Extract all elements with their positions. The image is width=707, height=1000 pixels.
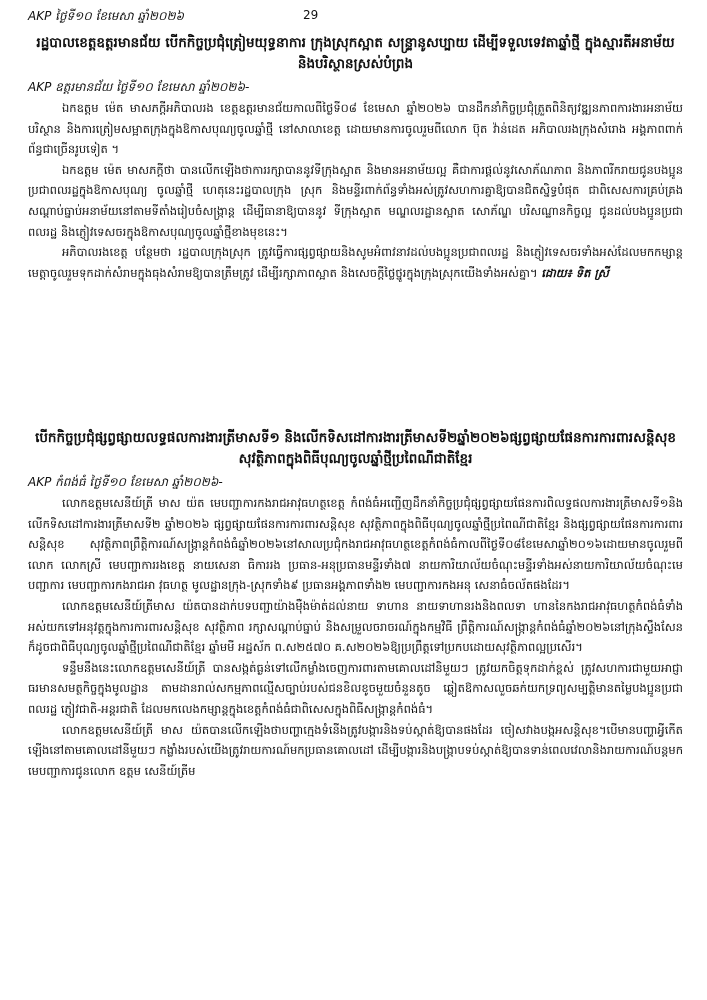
article-1-paragraph-3 bbox=[28, 242, 683, 283]
page-number: 29 bbox=[303, 8, 319, 22]
article-1-paragraph-3-text: អភិបាលរងខេត្ត បន្ថែមថា រដ្ឋបាលក្រុងស្រុក ត្រូវធ្វើការផ្សព្វផ្សាយនិងសូមអំពាវនាវដល់បងប្អូនប្រជាពលរដ្ឋ និងភ្ញៀវទេសចរទាំងអស់ដែលមកកម្សាន្ត មេត្តាចូលរួមទុកដាក់សំរាមក្នុងធុងសំរាមឱ្យបានត្រឹមត្រូវ ដើម្បីរក្សាភាពស្អាត និងសេចក្តីថ្លៃថ្នូរក្នុងក្រុងស្រុកយើងទាំងអស់គ្នា។ bbox=[28, 245, 683, 280]
article-2-paragraph-4: លោកឧត្តមសេនីយ៍ត្រី មាស យ៉តបានលើកឡើងថាបញ្ហាក្មេងទំនើងត្រូវបង្ការនិងទប់ស្កាត់ឱ្យបានផងដែរ ចៀសវាងបង្កអសន្តិសុខ។បើមានបញ្ហាអ្វីកើត ឡើងនៅតាមគោលដៅនីមួយៗ កង្លាំងរបស់យើងត្រូវរាយការណ៍មកប្រធានគោលដៅ ដើម្បីបង្ការនិងបង្ក្រាបទប់ស្កាត់ឱ្យបានទាន់ពេលវេលានិងរាយការណ៍បន្តមកមេបញ្ជាការជូនលោក ឧត្តម សេនីយ៍ត្រីម bbox=[28, 722, 683, 778]
article-1-headline: រដ្ឋបាលខេត្តឧត្តរមានជ័យ បើកកិច្ចប្រជុំត្រៀមយុទ្ធនាការ ក្រុងស្រុកស្អាត សន្ទ្រានូសប្បាយ ដើម្បីទទួលទេវតាឆ្នាំថ្មី ក្នុងស្មារតីអនាម័យ និងបរិស្ថានស្រស់បំព្រង bbox=[36, 35, 675, 72]
article-2-headline: បើកកិច្ចប្រជុំផ្សព្វផ្សាយលទ្ធផលការងារត្រីមាសទី១ និងលើកទិសដៅការងារត្រីមាសទី២ឆ្នាំ២០២៦ផ្សព្វផ្សាយផែនការការពារសន្តិសុខសុវត្ថិភាពក្នុងពិធីបុណ្យចូលឆ្នាំថ្មីប្រពៃណីជាតិខ្មែរ bbox=[35, 430, 676, 467]
article-2-paragraph-3: ទន្ទឹមនឹងនេះលោកឧត្តមសេនីយ៍ត្រី បានសង្កត់ធ្ងន់ទៅលើកម្លាំងចេញការពារតាមគោលដៅនិមួយៗ ត្រូវយកចិត្តទុកដាក់ខ្ពស់ ត្រូវសហការជាមួយអាជ្ញាធរមានសមត្ថកិច្ចក្នុងមូលដ្ឋាន តាមដានរាល់សកម្មភាពល្មើសច្បាប់របស់ជនខិលខូចមួយចំនួនតូច ឆ្លៀតឱកាសលួចឆក់យកទ្រព្យសម្បត្តិមានតម្លៃបងប្អូនប្រជាពលរដ្ឋ ភ្ញៀវជាតិ-អន្តរជាតិ ដែលមកលេងកម្សាន្តក្នុងខេត្តកំពង់ធំជាពិសេសក្នុងពិធីសង្ក្រាន្តកំពង់ធំ។ bbox=[28, 660, 683, 716]
article-2-paragraph-2: លោកឧត្តមសេនីយ៍ត្រីមាស យ៉តបានដាក់បទបញ្ជាយ៉ាងម៉ឺងម៉ាត់ដល់នាយ ទាហាន នាយទាហានរងនិងពលទា ហាននៃកងរាជអាវុធហត្ថកំពង់ធំទាំងអស់យកទៅអនុវត្តក្នុងការការពារសន្តិសុខ សុវត្ថិភាព រក្សាសណ្តាប់ធ្នាប់ និងសម្រួលចរាចរណ៍ក្នុងកម្មវិធី ព្រឹត្តិការណ៍សង្ក្រាន្តកំពង់ធំឆ្នាំ២០២៦នៅក្រុងស្ទឹងសែនក៏ដូចជាពិធីបុណ្យចូលឆ្នាំថ្មីប្រពៃណីជាតិខ្មែរ ឆ្នាំមមី អដ្ឋស័ក ព.ស២៥៧០ គ.ស២០២៦ឱ្យប្រព្រឹត្តទៅប្រកបដោយសុវត្ថិភាពល្អប្រសើរ។ bbox=[28, 598, 683, 655]
page-header bbox=[28, 8, 679, 26]
article-1 bbox=[28, 33, 683, 283]
article-1-author: ដោយ៖ ទិត ស្រី bbox=[541, 265, 609, 280]
article-1-dateline: AKP ឧត្តរមានជ័យ ថ្ងៃទី១០ ខែមេសា ឆ្នាំ២០២៦- bbox=[28, 80, 250, 94]
article-2 bbox=[28, 428, 683, 781]
article-2-paragraph-1: លោកឧត្តមសេនីយ៍ត្រី មាស យ៉ត មេបញ្ជាការកងរាជអាវុធហត្ថខេត្ត កំពង់ធំអញ្ជើញដឹកនាំកិច្ចប្រជុំផ្សព្វផ្សាយផែនការពិលទ្ធផលការងារត្រីមាសទី១និងលើកទិសដៅការងារត្រីមាសទី២ ឆ្នាំ២០២៦ ផ្សព្វផ្សាយផែនការការពារសន្តិសុខ សុវត្ថិភាពក្នុងពិធីបុណ្យចូលឆ្នាំថ្មីប្រពៃណីជាតិខ្មែរ និងផ្សព្វផ្សាយផែនការការពារសន្តិសុខ សុវត្ថិភាពព្រឹត្តិការណ៍សង្ក្រាន្តកំពង់ធំឆ្នាំ២០២៦នៅសាលប្រជុំកងរាជអាវុធហត្ថខេត្តកំពង់ធំកាលពីថ្ងៃទី០៨ខែមេសាឆ្នាំ២០១៦ដោយមានចូលរួមពីលោក លោកស្រី មេបញ្ជាការរងខេត្ត នាយសេនា ធិការរង ប្រធាន-អនុប្រធានមន្ទីរទាំង៧ នាយការិយាល័យចំណុះមន្ទីរទាំងអស់នាយការិយាល័យចំណុះមេបញ្ជាការ មេបញ្ជាការកងរាជអា វុធហត្ថ មូលដ្ឋានក្រុង-ស្រុកទាំង៩ ប្រធានអង្គភាពទាំង២ មេបញ្ជាការកងអនុ សេនាធំចល័តផងដែរ។ bbox=[28, 496, 683, 593]
article-2-dateline: AKP កំពង់ធំ ថ្ងៃទី១០ ខែមេសា ឆ្នាំ២០២៦- bbox=[28, 475, 223, 489]
header-source-date: AKP ថ្ងៃទី១០ ខែមេសា ឆ្នាំ២០២៦ bbox=[28, 9, 185, 23]
article-1-paragraph-1: ឯកឧត្តម ម៉េត មាសភក្តីអភិបាលរង ខេត្តឧត្តរមានជ័យកាលពីថ្ងៃទី០៨ ខែមេសា ឆ្នាំ២០២៦ បានដឹកនាំកិច្ចប្រជុំត្រួតពិនិត្យវឌ្ឍនភាពការងារអនាម័យ បរិស្ថាន និងការត្រៀមសម្អាតក្រុងក្នុងឱកាសបុណ្យចូលឆ្នាំថ្មី នៅសាលាខេត្ត ដោយមានការចូលរួមពីលោក ប៊ុត វ៉ាន់ដេត អភិបាលរងក្រុងសំរោង អង្គភាពពាក់ព័ន្ធជាច្រើនរូបទៀត ។ bbox=[28, 101, 683, 157]
article-1-paragraph-2: ឯកឧត្តម ម៉េត មាសភក្តីថា បានលើកឡើងថាការរក្សាបាននូវទីក្រុងស្អាត និងមានអនាម័យល្អ គឺជាការផ្តល់នូវសោភ័ណភាព និងភាពរីករាយជូនបងប្អូនប្រជាពលរដ្ឋក្នុងឱកាសបុណ្យ ចូលឆ្នាំថ្មី ហេតុនេះរដ្ឋបាលក្រុង ស្រុក និងមន្ទីរពាក់ព័ន្ធទាំងអស់ត្រូវសហការគ្នាឱ្យបានជិតស្និទ្ធបំផុត ជាពិសេសការគ្រប់គ្រងសណ្តាប់ធ្នាប់អនាម័យនៅតាមទីតាំងរៀបចំសង្ក្រាន្ត ដើម្បីធានាឱ្យបាននូវ ទីក្រុងស្អាត មណ្ឌលរដ្ឋានស្អាត សោភ័ណ្ឌ បរិសណ្ឋានកិច្ចល្អ ជូនដល់បងប្អូនប្រជាពលរដ្ឋ និងភ្ញៀវទេសចរក្នុងឱកាសបុណ្យចូលឆ្នាំថ្មីខាងមុខនេះ។ bbox=[28, 162, 683, 239]
